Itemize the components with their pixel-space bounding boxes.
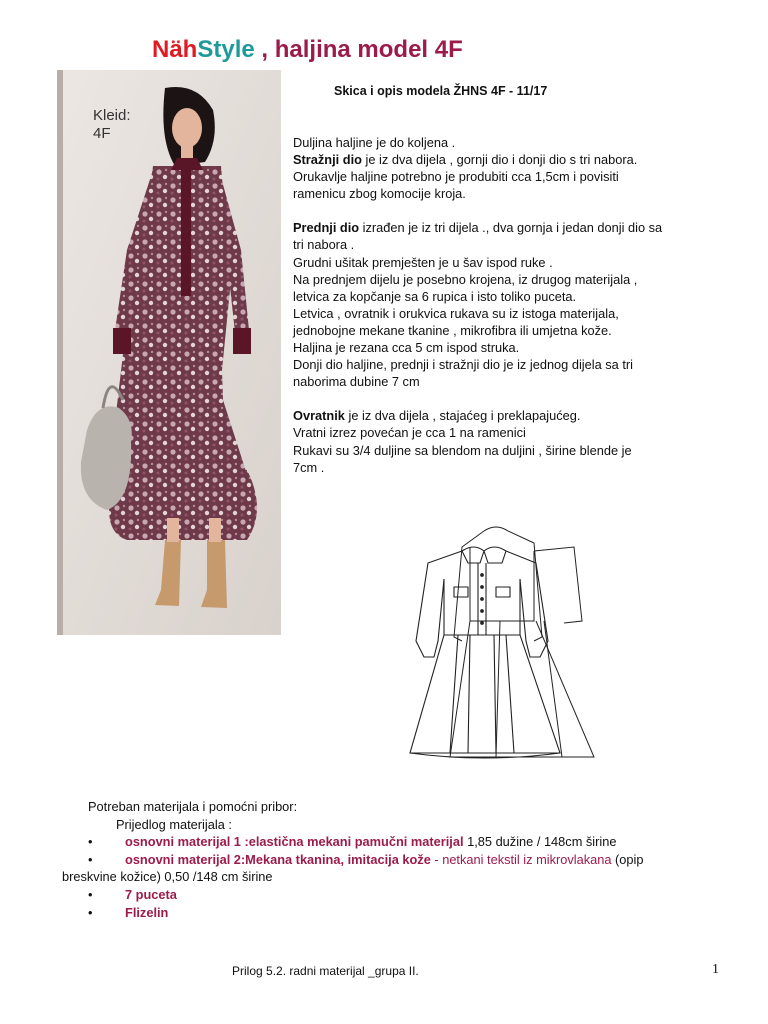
desc-line: 7cm .: [293, 459, 325, 475]
page-footer: Prilog 5.2. radni materijal _grupa II.: [232, 964, 419, 978]
desc-line: [293, 219, 733, 236]
desc-line: Na prednjem dijelu je posebno krojena, iz drugog materijala ,: [293, 271, 638, 287]
bullet-icon: •: [88, 834, 93, 850]
title-brand-part1: Näh: [152, 36, 198, 63]
bullet-icon: •: [88, 886, 93, 902]
desc-bold-front: Prednji dio: [293, 220, 360, 236]
page-number: 1: [712, 962, 719, 977]
desc-text: izrađen je iz tri dijela ., dva gornja i jedan donji dio sa: [359, 220, 663, 236]
desc-line: jednobojne mekane tkanine , mikrofibra ili umjetna kože.: [293, 322, 612, 338]
desc-line: letvica za kopčanje sa 6 rupica i isto toliko puceta.: [293, 288, 577, 304]
model-description: [293, 134, 733, 476]
model-subtitle: Skica i opis modela ŽHNS 4F - 11/17: [334, 84, 548, 98]
desc-text: je iz dva dijela , stajaćeg i preklapajućeg.: [344, 408, 581, 424]
bullet-icon: •: [88, 851, 93, 867]
materials-heading: Potreban materijala i pomoćni pribor:: [88, 799, 298, 814]
bullet-icon: •: [88, 904, 93, 920]
photo-caption-line1: Kleid:: [93, 107, 131, 124]
technical-sketch: [384, 517, 632, 769]
material-note-rest: (opip: [611, 851, 644, 867]
page-title: [152, 36, 463, 64]
materials-item-1: [88, 833, 728, 851]
desc-line: Vratni izrez povećan je cca 1 na ramenici: [293, 425, 526, 441]
material-name: Flizelin: [125, 904, 169, 920]
materials-section: [62, 798, 728, 921]
materials-item-2-line2: breskvine kožice) 0,50 /148 cm širine: [62, 869, 273, 885]
material-name: osnovni materijal 1 :elastična mekani pamučni materijal: [125, 834, 464, 850]
desc-line: Grudni ušitak premješten je u šav ispod ruke .: [293, 254, 553, 270]
desc-line: ramenicu zbog komocije kroja.: [293, 186, 466, 202]
desc-line: Orukavlje haljine potrebno je produbiti cca 1,5cm i povisiti: [293, 169, 619, 185]
desc-bold-back: Stražnji dio: [293, 152, 362, 168]
title-model: , haljina model 4F: [254, 36, 463, 63]
desc-line: Letvica , ovratnik i orukvica rukava su iz istoga materijala,: [293, 305, 619, 321]
materials-item-3: [88, 886, 728, 904]
desc-line: naborima dubine 7 cm: [293, 374, 420, 390]
desc-line: tri nabora .: [293, 237, 355, 253]
desc-line: Duljina haljine je do koljena .: [293, 135, 456, 150]
desc-line: Rukavi su 3/4 duljine sa blendom na duljini , širine blende je: [293, 442, 632, 458]
desc-line: Donji dio haljine, prednji i stražnji dio je iz jednog dijela sa tri: [293, 357, 634, 373]
materials-item-4: [88, 904, 728, 922]
material-name: osnovni materijal 2:Mekana tkanina, imitacija kože: [125, 851, 431, 867]
title-brand-part2: Style: [197, 36, 255, 63]
material-name: 7 puceta: [125, 886, 177, 902]
desc-line: Haljina je rezana cca 5 cm ispod struka.: [293, 340, 520, 356]
photo-caption-line2: 4F: [93, 125, 111, 142]
material-amount: 1,85 dužine / 148cm širine: [463, 834, 617, 850]
desc-bold-collar: Ovratnik: [293, 408, 345, 424]
material-note: - netkani tekstil iz mikrovlakana: [430, 851, 612, 867]
desc-line: [293, 407, 733, 424]
desc-text: je iz dva dijela , gornji dio i donji dio s tri nabora.: [361, 152, 638, 168]
desc-line: [293, 151, 733, 168]
materials-subheading: Prijedlog materijala :: [116, 816, 232, 832]
materials-item-2: [88, 851, 728, 869]
model-photo: [57, 70, 281, 635]
